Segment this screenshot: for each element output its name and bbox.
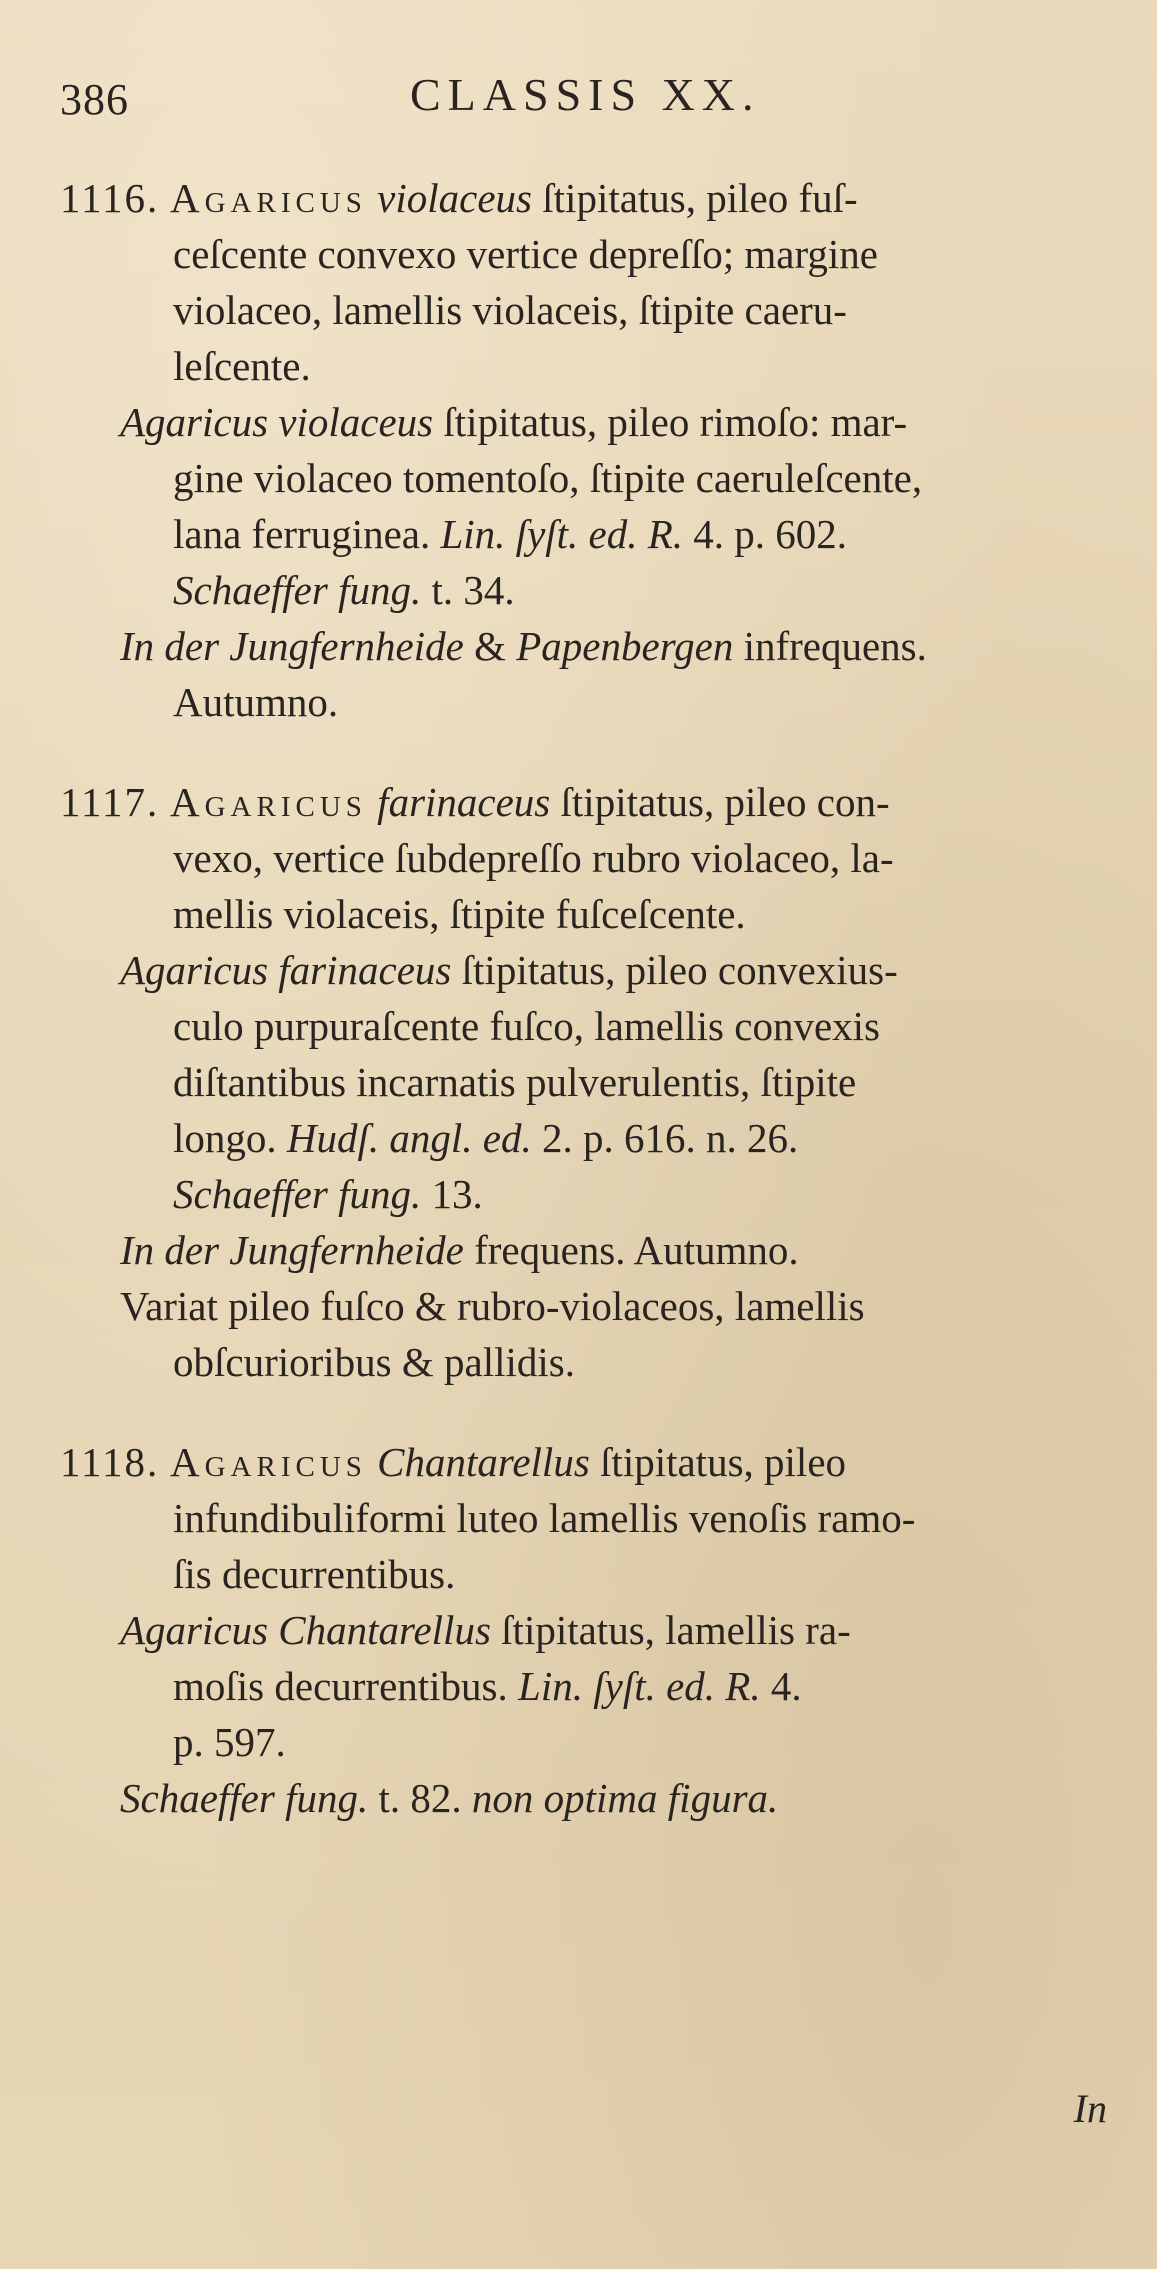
- species-entry-1116: [60, 170, 1100, 730]
- habitat-line: [60, 1222, 1100, 1278]
- synonym-text: ſtipitatus, pileo convexius-: [451, 947, 898, 993]
- diagnosis-line: [60, 170, 1100, 226]
- synonym-line: [60, 1602, 1100, 1658]
- habitat-text: frequens. Autumno.: [463, 1227, 799, 1273]
- citation-ref: 4.: [760, 1663, 802, 1709]
- diagnosis-line: leſcente.: [173, 343, 311, 389]
- synonym-line: [60, 1658, 1100, 1714]
- locality: Papenbergen: [516, 623, 734, 669]
- citation-source: Lin. ſyſt. ed. R.: [518, 1663, 761, 1709]
- citation-ref: t. 82.: [368, 1775, 472, 1821]
- synonym-text: ſtipitatus, pileo rimoſo: mar-: [433, 399, 908, 445]
- species-epithet: Chantarellus: [377, 1439, 590, 1485]
- page-body: [60, 170, 1100, 1826]
- synonym-name: Agaricus Chantarellus: [120, 1607, 491, 1653]
- variety-line: Variat pileo fuſco & rubro-violaceos, lamellis: [120, 1283, 865, 1329]
- diagnosis-line: ceſcente convexo vertice depreſſo; margine: [173, 231, 879, 277]
- citation-note: non optima figura.: [471, 1775, 779, 1821]
- species-entry-1117: [60, 774, 1100, 1390]
- page-number: 386: [60, 75, 129, 124]
- genus-name: Agaricus: [170, 1439, 367, 1485]
- citation-source: Lin. ſyſt. ed. R.: [440, 511, 684, 557]
- synonym-text: longo.: [173, 1115, 287, 1161]
- diagnosis-line: [60, 1434, 1100, 1490]
- citation-ref: t. 34.: [421, 567, 515, 613]
- entry-number: 1118.: [60, 1439, 160, 1485]
- citation-source: Schaeffer fung.: [173, 1171, 422, 1217]
- synonym-line: [60, 506, 1100, 562]
- synonym-line: diſtantibus incarnatis pulverulentis, ſtipite: [173, 1059, 857, 1105]
- synonym-text: lana ferruginea.: [173, 511, 441, 557]
- page-header: [60, 68, 1100, 138]
- synonym-name: Agaricus farinaceus: [120, 947, 452, 993]
- diagnosis-line: infundibuliformi luteo lamellis venoſis ramo-: [173, 1495, 916, 1541]
- diagnosis-text: ſtipitatus, pileo: [600, 1439, 847, 1485]
- synonym-line: culo purpuraſcente fuſco, lamellis convexis: [173, 1003, 881, 1049]
- habitat-line: [60, 618, 1100, 674]
- synonym-line: [60, 394, 1100, 450]
- synonym-line: [60, 1110, 1100, 1166]
- species-epithet: violaceus: [377, 175, 533, 221]
- entry-number: 1116.: [60, 175, 160, 221]
- genus-name: Agaricus: [170, 175, 367, 221]
- diagnosis-line: [60, 774, 1100, 830]
- diagnosis-line: ſis decurrentibus.: [173, 1551, 456, 1597]
- diagnosis-line: mellis violaceis, ſtipite fuſceſcente.: [173, 891, 746, 937]
- citation-ref: 4. p. 602.: [683, 511, 848, 557]
- citation-source: Schaeffer fung.: [173, 567, 422, 613]
- catchword: In: [1073, 2086, 1107, 2131]
- synonym-line: [60, 562, 1100, 618]
- entry-number: 1117.: [60, 779, 160, 825]
- species-epithet: farinaceus: [377, 779, 551, 825]
- diagnosis-line: vexo, vertice ſubdepreſſo rubro violaceo, la-: [173, 835, 894, 881]
- diagnosis-text: ſtipitatus, pileo fuſ-: [542, 175, 858, 221]
- synonym-text: moſis decurrentibus.: [173, 1663, 519, 1709]
- synonym-line: p. 597.: [173, 1719, 286, 1765]
- synonym-text: ſtipitatus, lamellis ra-: [490, 1607, 851, 1653]
- synonym-name: Agaricus violaceus: [120, 399, 434, 445]
- synonym-line: [60, 1166, 1100, 1222]
- citation-source: Hudſ. angl. ed.: [286, 1115, 532, 1161]
- habitat-text: &: [463, 623, 517, 669]
- genus-name: Agaricus: [170, 779, 367, 825]
- synonym-line: gine violaceo tomentoſo, ſtipite caeruleſcente,: [173, 455, 923, 501]
- species-entry-1118: [60, 1434, 1100, 1826]
- diagnosis-line: violaceo, lamellis violaceis, ſtipite caeru-: [173, 287, 847, 333]
- citation-ref: 2. p. 616. n. 26.: [531, 1115, 799, 1161]
- running-title: CLASSIS XX.: [410, 69, 761, 120]
- locality: In der Jungfernheide: [120, 1227, 464, 1273]
- variety-line: obſcurioribus & pallidis.: [173, 1339, 575, 1385]
- diagnosis-text: ſtipitatus, pileo con-: [560, 779, 890, 825]
- synonym-line: [60, 942, 1100, 998]
- habitat-text: infrequens.: [733, 623, 927, 669]
- locality: In der Jungfernheide: [120, 623, 464, 669]
- habitat-line: Autumno.: [173, 679, 339, 725]
- citation-source: Schaeffer fung.: [120, 1775, 369, 1821]
- synonym-line: [60, 1770, 1100, 1826]
- citation-ref: 13.: [421, 1171, 483, 1217]
